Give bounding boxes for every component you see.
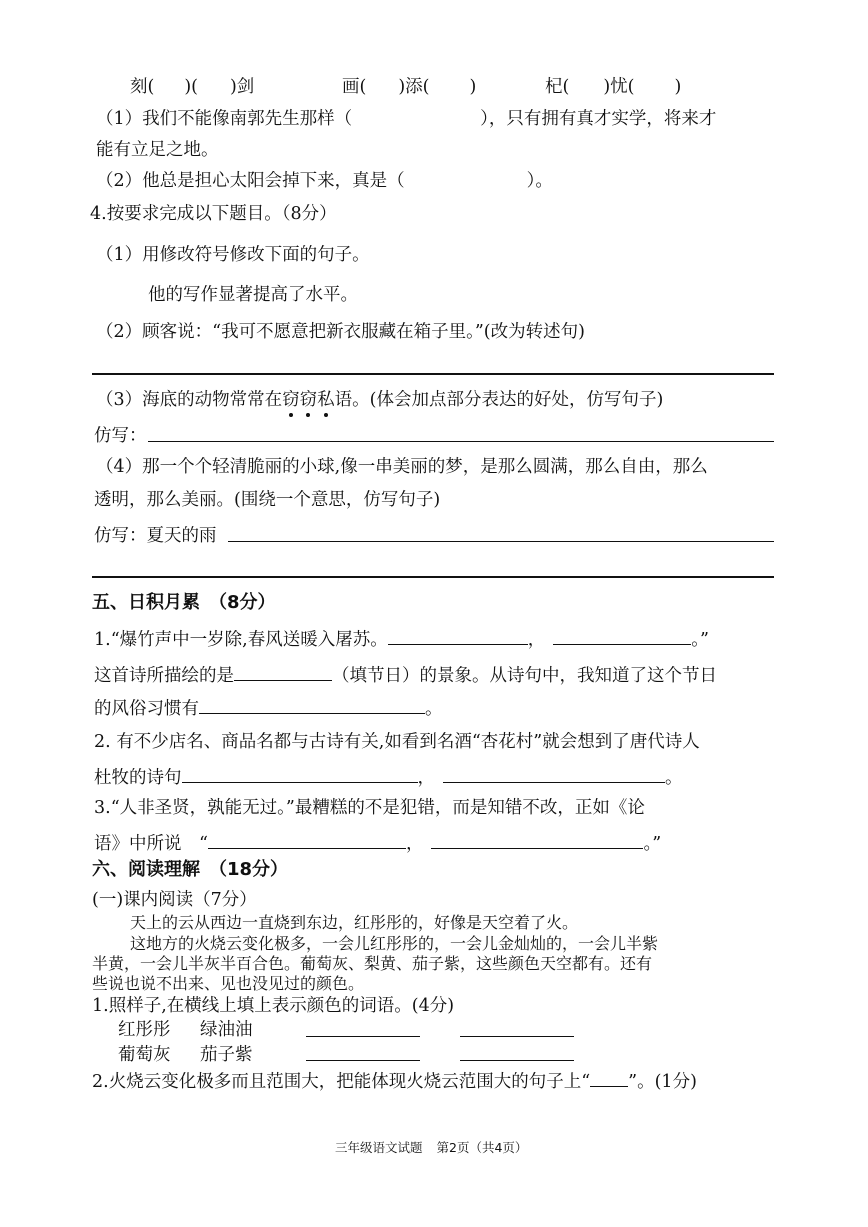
- q4-sub2: （2）顾客说：“我可不愿意把新衣服藏在箱子里。”(改为转述句): [96, 322, 585, 342]
- idiom-row-3: [545, 76, 681, 98]
- s6-example-2: 绿油油: [200, 1020, 253, 1040]
- idiom-row-2: [342, 76, 476, 98]
- q4-sub3-text-b: 语。(体会加点部分表达的好处，仿写句子): [334, 390, 664, 410]
- s5-q2-line2: [94, 764, 683, 789]
- s6-example-3: 葡萄灰: [118, 1045, 171, 1065]
- s5-q2-blank-1[interactable]: [182, 764, 418, 783]
- idiom-3-b: )忧(: [603, 77, 635, 97]
- s6-q2-mark-blank[interactable]: [590, 1068, 628, 1087]
- s5-q1-text-a: 1.“爆竹声中一岁除,春风送暖入屠苏。: [94, 630, 388, 650]
- s5-q3-line2-a: 语》中所说 “: [94, 834, 208, 854]
- footer-page: 第2页（共4页）: [436, 1140, 528, 1155]
- s6-q2-text-a: 2.火烧云变化极多而且范围大，把能体现火烧云范围大的句子上“: [92, 1072, 591, 1092]
- s5-q1-blank-3[interactable]: [234, 662, 332, 681]
- q3-item-2-text-b: ）。: [526, 171, 553, 191]
- s5-q3-line2: [94, 830, 661, 855]
- s5-q3-line2-b: ，: [405, 834, 424, 854]
- s5-q1-line3-b: 。: [425, 699, 443, 719]
- q4-sub3-text-a: （3）海底的动物常常在: [96, 390, 283, 410]
- idiom-3-a: 杞(: [545, 77, 570, 97]
- section6-title: 六、阅读理解 （18分）: [92, 859, 289, 880]
- idiom-1-c: )剑: [229, 77, 255, 97]
- s5-q1-line3: [94, 695, 443, 720]
- q3-item-1-text-a: （1）我们不能像南郭先生那样（: [96, 109, 353, 129]
- s6-example-4: 茄子紫: [200, 1045, 253, 1065]
- s6-passage-p1: 天上的云从西边一直烧到东边，红彤彤的，好像是天空着了火。: [130, 913, 579, 932]
- s6-passage-p2-l2: 半黄，一会儿半灰半百合色。葡萄灰、梨黄、茄子紫，这些颜色天空都有。还有: [92, 954, 653, 973]
- s6-q2: [92, 1068, 697, 1093]
- q3-item-2-text-a: （2）他总是担心太阳会掉下来，真是（: [96, 171, 405, 191]
- q4-sub3: [96, 389, 663, 411]
- s5-q2-blank-2[interactable]: [443, 764, 665, 783]
- footer: [335, 1140, 527, 1156]
- s5-q1-blank-4[interactable]: [199, 695, 425, 714]
- imitate-line-2[interactable]: [228, 541, 774, 542]
- answer-line-1[interactable]: [92, 373, 774, 375]
- idiom-2-c: ): [469, 77, 477, 97]
- q3-item-1: [96, 108, 716, 130]
- s5-q1-line2-b: （填节日）的景象。从诗句中，我知道了这个节日: [332, 666, 717, 686]
- s5-q1-text-b: ，: [527, 630, 546, 650]
- color-blank-4[interactable]: [460, 1060, 574, 1061]
- s6-example-1: 红彤彤: [118, 1020, 171, 1040]
- footer-subject: 三年级语文试题: [335, 1140, 423, 1155]
- imitate-label-1: 仿写：: [94, 426, 147, 446]
- color-blank-1[interactable]: [306, 1036, 420, 1037]
- color-blank-3[interactable]: [306, 1060, 420, 1061]
- idiom-1-a: 刻(: [130, 77, 155, 97]
- s5-q2-line2-b: ，: [417, 768, 435, 788]
- s5-q3-blank-1[interactable]: [208, 830, 406, 849]
- q4-sub1: （1）用修改符号修改下面的句子。: [96, 245, 370, 265]
- s5-q3-line1: 3.“人非圣贤，孰能无过。”最糟糕的不是犯错，而是知错不改，正如《论: [94, 798, 645, 818]
- q3-item-1-cont: 能有立足之地。: [96, 140, 219, 160]
- s6-passage-p2-l1: 这地方的火烧云变化极多，一会儿红彤彤的，一会儿金灿灿的，一会儿半紫: [130, 934, 659, 953]
- s5-q1-blank-2[interactable]: [553, 626, 691, 645]
- s6-q2-text-b: ”。(1分): [628, 1072, 697, 1092]
- s6-passage-p2-l3: 些说也说不出来、见也没见过的颜色。: [92, 974, 365, 993]
- answer-line-2[interactable]: [92, 576, 774, 578]
- s5-q2-line1: 2. 有不少店名、商品名都与古诗有关,如看到名酒“杏花村”就会想到了唐代诗人: [94, 732, 700, 752]
- idiom-1-b: )(: [184, 77, 198, 97]
- s5-q1-line3-a: 的风俗习惯有: [94, 699, 199, 719]
- q3-item-1-text-b: ），只有拥有真才实学，将来才: [480, 109, 717, 129]
- s5-q1-line1: [94, 626, 709, 651]
- s5-q1-line2-a: 这首诗所描绘的是: [94, 666, 234, 686]
- s5-q3-blank-2[interactable]: [431, 830, 643, 849]
- s5-q1-line2: [94, 662, 717, 687]
- color-blank-2[interactable]: [460, 1036, 574, 1037]
- imitate-label-2: 仿写：夏天的雨: [94, 526, 217, 546]
- s5-q1-text-c: 。”: [691, 630, 709, 650]
- q4-sub4-line1: （4）那一个个轻清脆丽的小球,像一串美丽的梦，是那么圆满，那么自由，那么: [96, 457, 708, 477]
- dotted-char-3: 私: [317, 390, 335, 410]
- s5-q3-line2-c: 。”: [643, 834, 662, 854]
- s5-q2-line2-c: 。: [665, 768, 683, 788]
- s6-sub1: (一)课内阅读（7分）: [92, 890, 257, 910]
- q4-sub4-line2: 透明，那么美丽。(围绕一个意思，仿写句子): [94, 490, 441, 510]
- s5-q2-line2-a: 杜牧的诗句: [94, 768, 182, 788]
- q4-sub1-sentence: 他的写作显著提高了水平。: [148, 285, 358, 305]
- q4-title: 4.按要求完成以下题目。（8分）: [90, 204, 337, 224]
- idiom-2-a: 画(: [342, 77, 367, 97]
- idiom-3-c: ): [674, 77, 682, 97]
- section5-title: 五、日积月累 （8分）: [92, 592, 276, 613]
- s6-q1: 1.照样子,在横线上填上表示颜色的词语。(4分): [92, 996, 455, 1016]
- dotted-char-2: 窃: [299, 390, 318, 410]
- idiom-2-b: )添(: [398, 77, 430, 97]
- q3-item-2: [96, 170, 553, 192]
- idiom-row: [130, 76, 254, 98]
- dotted-char-1: 窃: [282, 390, 300, 410]
- s5-q1-blank-1[interactable]: [388, 626, 528, 645]
- imitate-line-1[interactable]: [148, 441, 774, 442]
